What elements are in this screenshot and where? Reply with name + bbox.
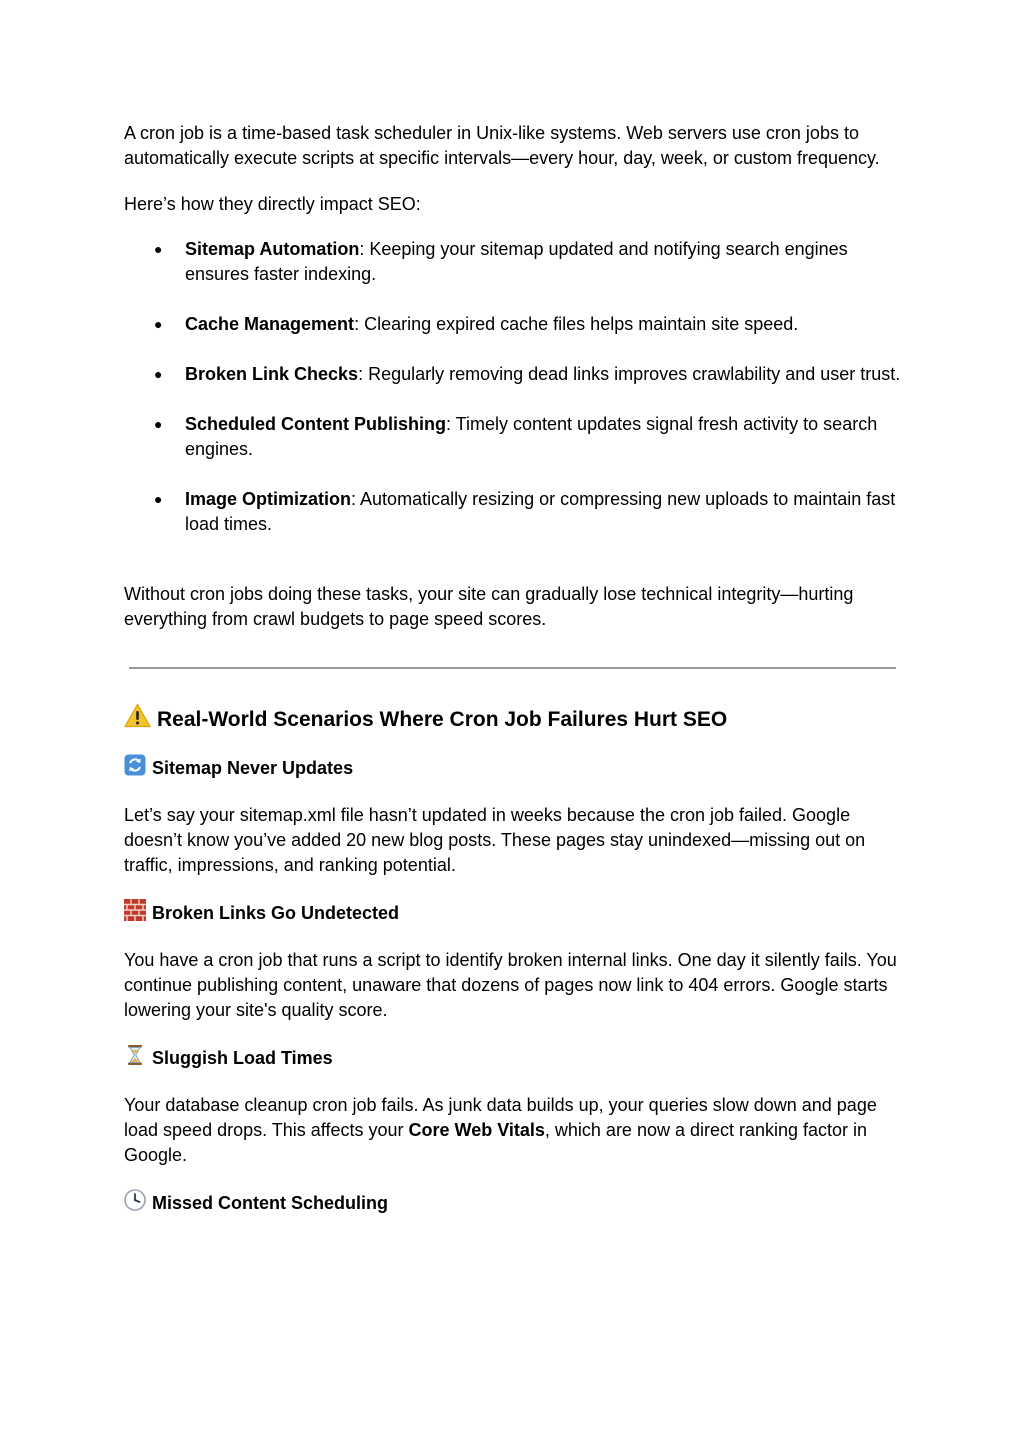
scenario-body: You have a cron job that runs a script to identify broken internal links. One day it silently fails. You continue publishing content, unaware that dozens of pages now link to 404 errors. Google starts lowering your site's quality score. [124, 950, 897, 1020]
scenario-title: Sitemap Never Updates [152, 758, 354, 778]
list-term: Scheduled Content Publishing [185, 414, 446, 434]
scenario-title: Missed Content Scheduling [152, 1193, 389, 1213]
list-term: Sitemap Automation [185, 239, 360, 259]
closing-paragraph: Without cron jobs doing these tasks, your site can gradually lose technical integrity—hurting everything from crawl budgets to page speed scores. [124, 584, 854, 629]
impact-list [124, 237, 902, 537]
scenario-heading [124, 899, 902, 928]
section-heading [124, 703, 902, 737]
impact-lead: Here’s how they directly impact SEO: [124, 194, 421, 214]
intro-paragraph: A cron job is a time-based task scheduler in Unix-like systems. Web servers use cron jobs to automatically execute scripts at specific intervals—every hour, day, week, or custom frequency. [124, 123, 880, 168]
list-text: : Clearing expired cache files helps maintain site speed. [354, 314, 799, 334]
document-page [124, 121, 902, 1238]
scenario-body-start: Your database cleanup cron job fails. As junk data builds up, your queries slow down and page load speed drops. This affects your [124, 1095, 877, 1140]
bullet-marker: ● [154, 241, 163, 257]
horizontal-divider [129, 667, 896, 669]
bullet-marker: ● [154, 366, 163, 382]
scenario-heading [124, 1189, 902, 1218]
list-term: Image Optimization [185, 489, 352, 509]
refresh-icon [124, 754, 146, 783]
bullet-marker: ● [154, 416, 163, 432]
bullet-marker: ● [154, 316, 163, 332]
brick-icon [124, 899, 146, 928]
scenario-title: Sluggish Load Times [152, 1048, 333, 1068]
scenario-heading [124, 1044, 902, 1073]
scenario-title: Broken Links Go Undetected [152, 903, 400, 923]
list-item [124, 237, 902, 287]
list-item [124, 362, 902, 387]
list-text: : Keeping your sitemap updated and notifying search engines ensures faster indexing. [185, 239, 848, 284]
warning-icon [124, 703, 151, 737]
list-text: : Automatically resizing or compressing new uploads to maintain fast load times. [185, 489, 896, 534]
scenario-body: Let’s say your sitemap.xml file hasn’t updated in weeks because the cron job failed. Google doesn’t know you’ve added 20 new blog posts. These pages stay unindexed—missing out on traffic, impressions, and ranking potential. [124, 805, 866, 875]
scenario-body-end: , which are now a direct ranking factor in Google. [124, 1120, 868, 1165]
section-title: Real-World Scenarios Where Cron Job Failures Hurt SEO [157, 708, 728, 731]
hourglass-icon [124, 1044, 146, 1073]
list-term: Cache Management [185, 314, 355, 334]
scenario-body [124, 1093, 902, 1168]
list-term: Broken Link Checks [185, 364, 359, 384]
list-item [124, 312, 902, 337]
bullet-marker: ● [154, 491, 163, 507]
scenario-heading [124, 754, 902, 783]
list-item [124, 487, 902, 537]
list-text: : Timely content updates signal fresh activity to search engines. [185, 414, 878, 459]
list-item [124, 412, 902, 462]
list-text: : Regularly removing dead links improves crawlability and user trust. [358, 364, 901, 384]
core-web-vitals-term: Core Web Vitals [408, 1120, 545, 1140]
clock-icon [124, 1189, 146, 1218]
